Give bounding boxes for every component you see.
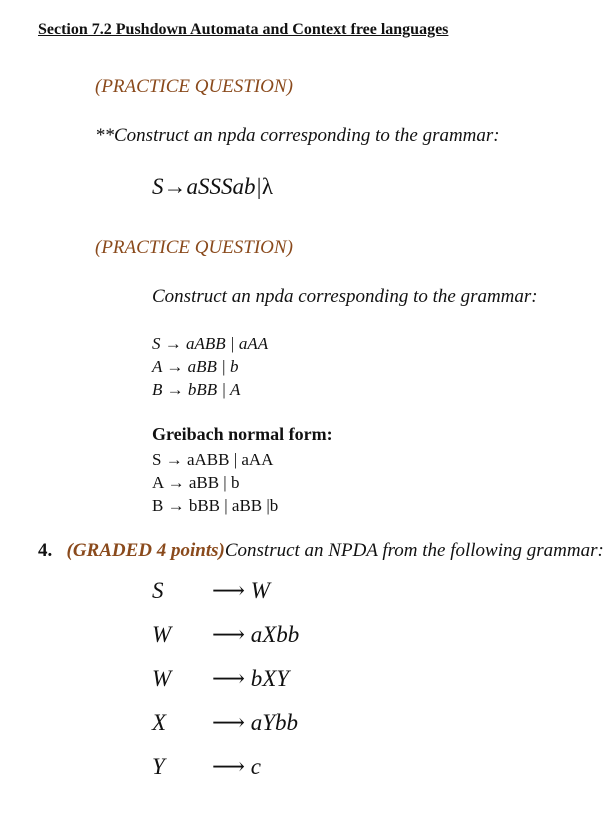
section-title: Section 7.2 Pushdown Automata and Context free languages — [38, 21, 449, 38]
grammar-1-arrow: → — [163, 174, 187, 199]
grammar-2-rules — [152, 332, 268, 401]
grammar-2-rule: S → aABB | aAA — [152, 334, 269, 353]
question-4 — [38, 540, 604, 562]
q4-rule-rhs: ⟶ aYbb — [212, 710, 299, 735]
gnf-rule: A → aBB | b — [152, 473, 240, 492]
graded-label: (GRADED 4 points) — [66, 540, 225, 561]
q4-rule-rhs: ⟶ c — [212, 754, 261, 779]
gnf-rules — [152, 448, 278, 517]
q4-rule-lhs: S — [152, 578, 164, 603]
q4-rule-lhs: W — [152, 666, 172, 691]
practice-prompt-1: **Construct an npda corresponding to the grammar: — [95, 125, 500, 146]
practice-label-1: (PRACTICE QUESTION) — [95, 76, 293, 97]
q4-rule-rhs: ⟶ aXbb — [212, 622, 300, 647]
grammar-1 — [152, 174, 273, 200]
grammar-1-rhs: aSSSab| — [186, 174, 262, 199]
practice-prompt-2: Construct an npda corresponding to the grammar: — [152, 286, 538, 307]
grammar-2-rule: B → bBB | A — [152, 380, 241, 399]
grammar-2-rule: A → aBB | b — [152, 357, 239, 376]
question-4-prompt: Construct an NPDA from the following grammar: — [224, 540, 604, 561]
grammar-1-lhs: S — [152, 174, 164, 199]
q4-rule-lhs: Y — [152, 754, 165, 779]
gnf-title: Greibach normal form: — [152, 424, 333, 444]
q4-rule-rhs: ⟶ bXY — [212, 666, 290, 691]
practice-label-2: (PRACTICE QUESTION) — [95, 237, 293, 258]
q4-rule-lhs: X — [152, 710, 167, 735]
gnf-rule: B → bBB | aBB |b — [152, 496, 279, 515]
q4-rule-lhs: W — [152, 622, 172, 647]
question-4-number: 4. — [38, 540, 53, 561]
grammar-1-lambda: λ — [261, 174, 273, 199]
gnf-rule: S → aABB | aAA — [152, 450, 274, 469]
q4-rule-rhs: ⟶ W — [212, 578, 270, 603]
